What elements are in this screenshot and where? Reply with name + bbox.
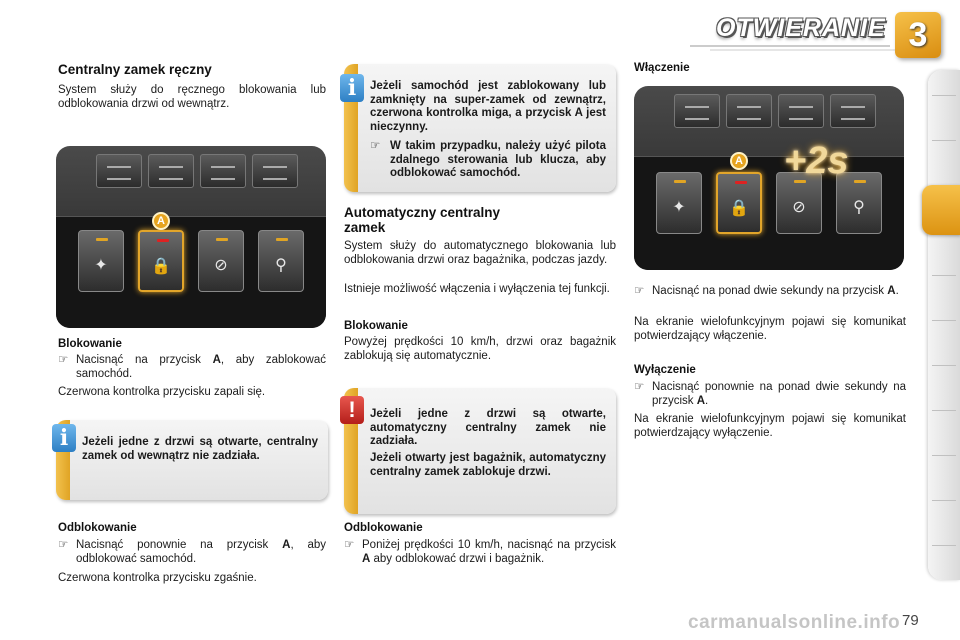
vent-button: [96, 154, 142, 188]
header-decoration: [690, 44, 900, 54]
console-button-esp: ✦: [656, 172, 702, 234]
chapter-number-badge: 3: [895, 12, 941, 58]
console-button-child-lock: ⚲: [836, 172, 882, 234]
info-note-box: [56, 420, 328, 500]
console-button-child-lock: ⚲: [258, 230, 304, 292]
watermark: carmanualsonline.info: [688, 612, 901, 633]
button-a-label: A: [152, 212, 170, 230]
auto-unlock-heading: Odblokowanie: [344, 522, 423, 534]
vent-button: [830, 94, 876, 128]
info-note-locked-text: Jeżeli samochód jest zablokowany lub zamknięty na super-zamek od zewnątrz, czerwona kontrolka miga, a przycisk A jest nieczynny.: [370, 80, 606, 133]
hand-pointer-icon: ☞: [370, 140, 381, 152]
auto-lock-intro: System służy do automatycznego blokowania lub odblokowania drzwi oraz bagażnika, podczas jazdy.: [344, 240, 616, 266]
page-number: 79: [902, 612, 919, 629]
info-icon: i: [340, 74, 364, 102]
info-icon: i: [52, 424, 76, 452]
auto-lock-heading: Blokowanie: [344, 320, 408, 332]
warning-icon: !: [340, 396, 364, 424]
auto-lock-text: Powyżej prędkości 10 km/h, drzwi oraz bagażnik zablokują się automatycznie.: [344, 336, 616, 362]
hand-pointer-icon: ☞: [634, 381, 645, 393]
vent-button: [252, 154, 298, 188]
console-button-esp: ✦: [78, 230, 124, 292]
unlock-heading: Odblokowanie: [58, 522, 137, 534]
hold-duration-overlay: +2s: [784, 140, 849, 182]
section-title-manual-lock: Centralny zamek ręczny: [58, 62, 212, 77]
tab-divider: [932, 545, 956, 546]
info-note-box-locked: [344, 64, 616, 192]
console-button-off: ⊘: [198, 230, 244, 292]
unlock-bullet: ☞ Nacisnąć ponownie na przycisk A, aby odblokować samochód.: [58, 539, 326, 565]
section-title-auto-lock: Automatyczny centralny zamek: [344, 205, 501, 235]
tab-divider: [932, 320, 956, 321]
vent-button: [778, 94, 824, 128]
tab-divider: [932, 95, 956, 96]
hand-pointer-icon: ☞: [58, 354, 69, 366]
unlock-result: Czerwona kontrolka przycisku zgaśnie.: [58, 572, 257, 584]
lock-result: Czerwona kontrolka przycisku zapali się.: [58, 386, 266, 398]
enable-heading: Włączenie: [634, 62, 690, 74]
auto-lock-intro2: Istnieje możliwość włączenia i wyłączenia tej funkcji.: [344, 283, 610, 295]
disable-heading: Wyłączenie: [634, 364, 696, 376]
info-note-text: Jeżeli jedne z drzwi są otwarte, centralny zamek od wewnątrz nie zadziała.: [82, 436, 318, 462]
vent-button: [726, 94, 772, 128]
vent-button: [674, 94, 720, 128]
lock-heading: Blokowanie: [58, 338, 122, 350]
info-note-locked-bullet: ☞ W takim przypadku, należy użyć pilota zdalnego sterowania lub klucza, aby odblokować samochód.: [370, 140, 606, 179]
vent-button: [200, 154, 246, 188]
manual-lock-intro: System służy do ręcznego blokowania lub odblokowania drzwi od wewnątrz.: [58, 84, 326, 110]
tab-divider: [932, 365, 956, 366]
warning-note-text-1: Jeżeli jedne z drzwi są otwarte, automatyczny centralny zamek nie zadziała.: [370, 408, 606, 447]
lock-button-a: 🔒: [138, 230, 184, 292]
disable-bullet: ☞ Nacisnąć ponownie na ponad dwie sekundy na przycisk A.: [634, 381, 906, 407]
vent-button: [148, 154, 194, 188]
chapter-tab-active[interactable]: [922, 185, 960, 235]
hand-pointer-icon: ☞: [344, 539, 355, 551]
console-image-auto: [634, 86, 904, 270]
hand-pointer-icon: ☞: [634, 285, 645, 297]
lock-bullet: ☞ Nacisnąć na przycisk A, aby zablokować samochód.: [58, 354, 326, 380]
lock-button-a: 🔒: [716, 172, 762, 234]
tab-divider: [932, 410, 956, 411]
button-a-label: A: [730, 152, 748, 170]
console-button-off: ⊘: [776, 172, 822, 234]
tab-divider: [932, 455, 956, 456]
warning-note-box: [344, 388, 616, 514]
chapter-title: OTWIERANIE: [716, 14, 886, 42]
console-image-manual: [56, 146, 326, 328]
tab-divider: [932, 140, 956, 141]
warning-note-text-2: Jeżeli otwarty jest bagażnik, automatyczny centralny zamek zablokuje drzwi.: [370, 452, 606, 478]
hand-pointer-icon: ☞: [58, 539, 69, 551]
auto-unlock-bullet: ☞ Poniżej prędkości 10 km/h, nacisnąć na przycisk A aby odblokować drzwi i bagażnik.: [344, 539, 616, 565]
tab-divider: [932, 500, 956, 501]
enable-result: Na ekranie wielofunkcyjnym pojawi się komunikat potwierdzający włączenie.: [634, 316, 906, 342]
disable-result: Na ekranie wielofunkcyjnym pojawi się komunikat potwierdzający wyłączenie.: [634, 413, 906, 439]
chapter-tab-strip[interactable]: [928, 70, 960, 580]
tab-divider: [932, 275, 956, 276]
enable-bullet: ☞ Nacisnąć na ponad dwie sekundy na przycisk A.: [634, 285, 899, 297]
